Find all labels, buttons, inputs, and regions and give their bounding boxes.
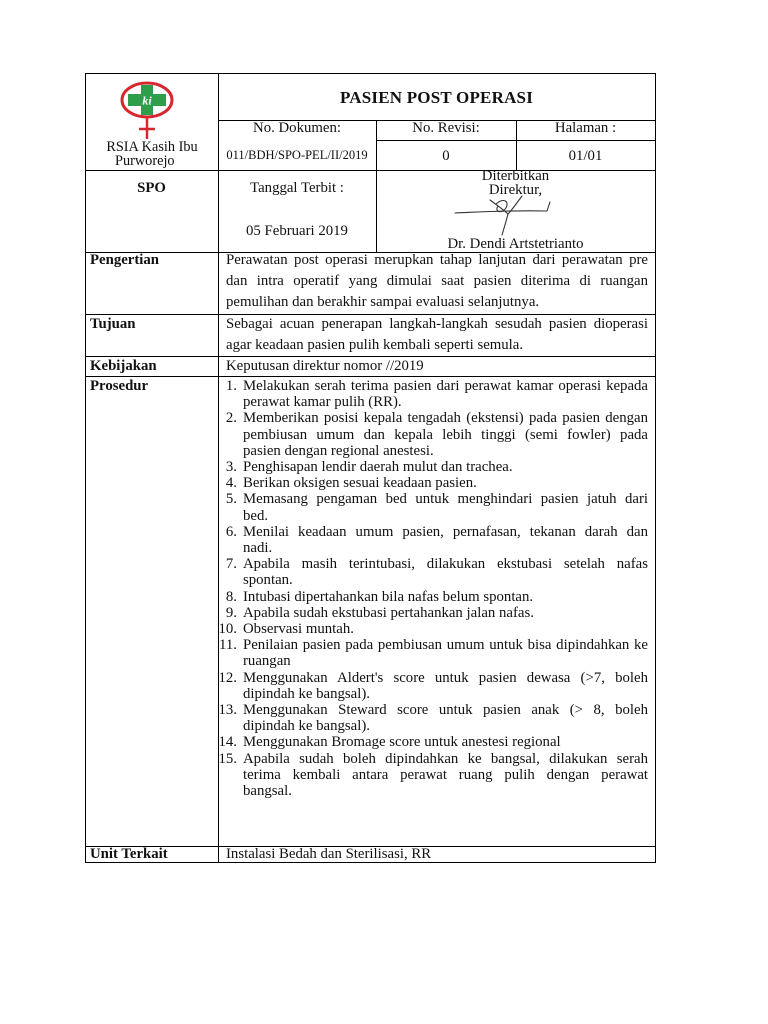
step-text-line: terima kembali antara perawat ruang pulih dengan perawat: [243, 766, 648, 783]
step-number: 13.: [218, 701, 237, 718]
procedure-step: [218, 459, 648, 475]
unit-terkait-text: Instalasi Bedah dan Sterilisasi, RR: [226, 846, 432, 862]
procedure-step: [218, 637, 648, 669]
step-text-line: perawat kamar pulih (RR).: [243, 394, 402, 411]
step-text-line: Melakukan serah terima pasien dari perawat kamar operasi kepada: [243, 377, 648, 394]
step-text-line: bed.: [243, 507, 269, 524]
procedure-list: [218, 378, 648, 799]
revision-label: No. Revisi:: [412, 120, 480, 136]
issuer-title: Direktur,: [488, 182, 543, 198]
procedure-step: [218, 556, 648, 588]
pengertian-line: Perawatan post operasi merupkan tahap lanjutan dari perawatan pre: [226, 251, 648, 268]
procedure-step: [218, 589, 648, 605]
procedure-step: [218, 605, 648, 621]
step-text-line: Memberikan posisi kepala tengadah (ekstensi) pada pasien dengan: [243, 410, 648, 427]
step-number: 1.: [225, 377, 237, 394]
institution-name: RSIA Kasih Ibu: [106, 139, 198, 155]
step-text-line: nadi.: [243, 539, 273, 556]
procedure-step: [218, 491, 648, 523]
step-number: 6.: [225, 523, 237, 540]
rsia-kasih-ibu-logo-icon: [117, 80, 177, 142]
procedure-step: [218, 670, 648, 702]
step-number: 12.: [218, 669, 237, 686]
doc-number-value: 011/BDH/SPO-PEL/II/2019: [226, 148, 368, 162]
kebijakan-label: Kebijakan: [90, 358, 157, 374]
signature-stroke: [502, 196, 522, 235]
tujuan-row-divider: [85, 356, 656, 357]
signature-stroke: [496, 201, 507, 212]
spo-label: SPO: [137, 180, 166, 196]
revision-value: 0: [442, 148, 450, 164]
document-title: PASIEN POST OPERASI: [339, 88, 534, 107]
step-text-line: Menggunakan Aldert's score untuk pasien dewasa (>7, boleh: [243, 669, 648, 686]
step-text-line: pasien dengan regional anestesi.: [243, 442, 434, 459]
step-text-line: Penghisapan lendir daerah mulut dan trachea.: [243, 458, 513, 475]
step-number: 14.: [218, 734, 237, 751]
step-text-line: Observasi muntah.: [243, 620, 354, 637]
institution-city: Purworejo: [115, 153, 175, 169]
step-number: 5.: [225, 491, 237, 508]
procedure-step: [218, 751, 648, 800]
prosedur-label: Prosedur: [90, 378, 149, 394]
step-text-line: Menggunakan Steward score untuk pasien anak (> 8, boleh: [243, 701, 648, 718]
step-text-line: bangsal.: [243, 782, 292, 799]
step-text-line: Berikan oksigen sesuai keadaan pasien.: [243, 475, 477, 492]
step-number: 9.: [225, 604, 237, 621]
kebijakan-row-divider: [85, 376, 656, 377]
step-number: 11.: [219, 637, 237, 654]
pengertian-line: pemulihan dan berakhir sampai evaluasi selanjutnya.: [226, 293, 540, 310]
logo-mark: ki: [142, 93, 152, 108]
tujuan-line: Sebagai acuan penerapan langkah-langkah sesudah pasien dioperasi: [226, 315, 648, 332]
table-border-bottom: [85, 862, 656, 863]
step-number: 7.: [225, 556, 237, 573]
procedure-step: [218, 702, 648, 734]
issue-date-value: 05 Februari 2019: [246, 223, 348, 239]
procedure-step: [218, 734, 648, 750]
signatory-name: Dr. Dendi Artstetrianto: [447, 236, 584, 252]
table-border-right: [655, 73, 656, 863]
tujuan-text: [226, 314, 648, 356]
step-text-line: dipindah ke bangsal).: [243, 685, 370, 702]
step-number: 4.: [225, 475, 237, 492]
table-border-top: [85, 73, 656, 74]
procedure-step: [218, 378, 648, 410]
pengertian-line: dan intra operatif yang dimulai saat pasien diterima di ruangan: [226, 272, 648, 289]
procedure-step: [218, 410, 648, 459]
doc-number-label: No. Dokumen:: [253, 120, 341, 136]
procedure-step: [218, 621, 648, 637]
step-number: 15.: [218, 750, 237, 767]
pengertian-label: Pengertian: [90, 252, 160, 268]
step-text-line: Memasang pengaman bed untuk menghindari pasien jatuh dari: [243, 491, 648, 508]
step-text-line: Intubasi dipertahankan bila nafas belum spontan.: [243, 588, 534, 605]
issued-label: Diterbitkan: [481, 168, 550, 184]
step-text-line: Menilai keadaan umum pasien, pernafasan, tekanan darah dan: [243, 523, 648, 540]
kebijakan-text: Keputusan direktur nomor //2019: [226, 358, 424, 374]
procedure-step: [218, 475, 648, 491]
unit-terkait-label: Unit Terkait: [90, 846, 168, 862]
procedure-step: [218, 524, 648, 556]
step-text-line: Menggunakan Bromage score untuk anestesi regional: [243, 734, 561, 751]
step-text-line: spontan.: [243, 572, 293, 589]
page-label: Halaman :: [554, 120, 617, 136]
step-text-line: Apabila sudah ekstubasi pertahankan jalan nafas.: [243, 604, 534, 621]
step-number: 2.: [225, 410, 237, 427]
issue-date-label: Tanggal Terbit :: [250, 180, 344, 196]
step-text-line: pembiusan umum dan kepala lebih tinggi (semi fowler) pada: [243, 426, 648, 443]
page-value: 01/01: [568, 148, 603, 164]
tujuan-label: Tujuan: [90, 316, 136, 332]
step-text-line: dipindah ke bangsal).: [243, 718, 370, 735]
step-text-line: Apabila masih terintubasi, dilakukan ekstubasi setelah nafas: [243, 556, 648, 573]
step-number: 8.: [225, 588, 237, 605]
step-text-line: ruangan: [243, 653, 291, 670]
step-text-line: Penilaian pasien pada pembiusan umum untuk bisa dipindahkan ke: [243, 637, 648, 654]
pengertian-text: [226, 250, 648, 313]
step-number: 3.: [225, 458, 237, 475]
tujuan-line: agar keadaan pasien pulih kembali seperti semula.: [226, 336, 524, 353]
step-number: 10.: [218, 620, 237, 637]
step-text-line: Apabila sudah boleh dipindahkan ke bangsal, dilakukan serah: [243, 750, 648, 767]
signature-scribble-icon: [440, 190, 560, 240]
